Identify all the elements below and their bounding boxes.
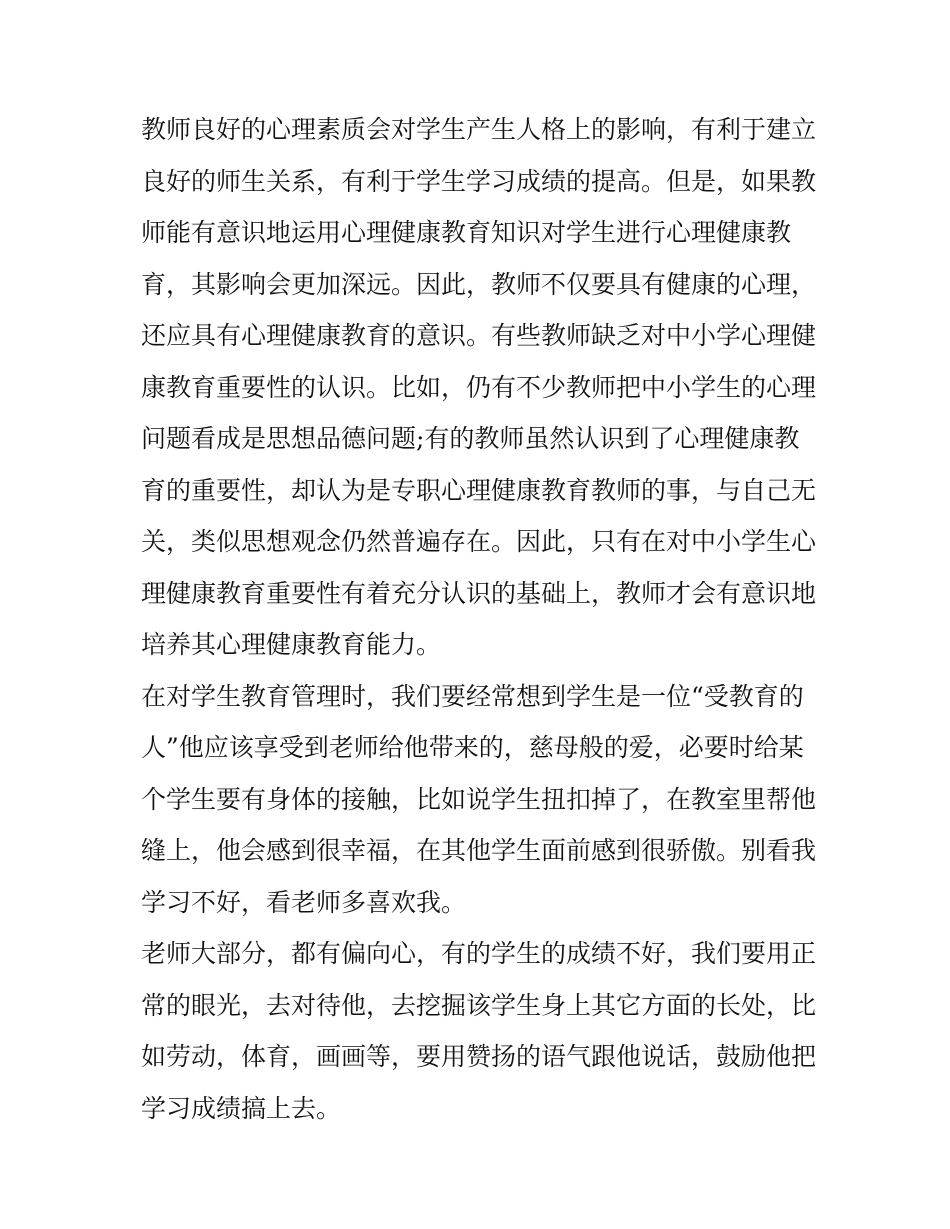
document-body (141, 104, 817, 1134)
paragraph-1 (141, 104, 817, 671)
text-line: 常的眼光，去对待他，去挖掘该学生身上其它方面的长处，比 (141, 990, 817, 1020)
paragraph-3 (141, 928, 817, 1134)
text-line: 康教育重要性的认识。比如，仍有不少教师把中小学生的心理 (141, 372, 817, 402)
text-line: 理健康教育重要性有着充分认识的基础上，教师才会有意识地 (141, 578, 817, 608)
paragraph-2 (141, 671, 817, 929)
text-line: 关，类似思想观念仍然普遍存在。因此，只有在对中小学生心 (141, 527, 817, 556)
text-line: 良好的师生关系，有利于学生学习成绩的提高。但是，如果教 (141, 166, 817, 196)
text-line: 如劳动，体育，画画等，要用赞扬的语气跟他说话，鼓励他把 (141, 1042, 817, 1071)
text-line: 学习不好，看老师多喜欢我。 (141, 887, 467, 917)
text-line: 培养其心理健康教育能力。 (141, 630, 442, 659)
text-line: 教师良好的心理素质会对学生产生人格上的影响，有利于建立 (141, 115, 817, 144)
text-line: 人”他应该享受到老师给他带来的，慈母般的爱，必要时给某 (141, 733, 804, 762)
text-line: 个学生要有身体的接触，比如说学生扭扣掉了，在教室里帮他 (141, 784, 817, 814)
text-line: 老师大部分，都有偏向心，有的学生的成绩不好，我们要用正 (141, 939, 817, 968)
text-line: 还应具有心理健康教育的意识。有些教师缺乏对中小学心理健 (141, 321, 817, 350)
text-line: 缝上，他会感到很幸福，在其他学生面前感到很骄傲。别看我 (141, 836, 817, 865)
text-line: 学习成绩搞上去。 (141, 1093, 342, 1123)
text-line: 问题看成是思想品德问题;有的教师虽然认识到了心理健康教 (141, 424, 800, 453)
text-line: 育的重要性，却认为是专职心理健康教育教师的事，与自己无 (141, 475, 817, 505)
text-line: 育，其影响会更加深远。因此，教师不仅要具有健康的心理， (141, 269, 817, 299)
text-line: 在对学生教育管理时，我们要经常想到学生是一位“受教育的 (141, 681, 804, 711)
text-line: 师能有意识地运用心理健康教育知识对学生进行心理健康教 (141, 218, 792, 247)
